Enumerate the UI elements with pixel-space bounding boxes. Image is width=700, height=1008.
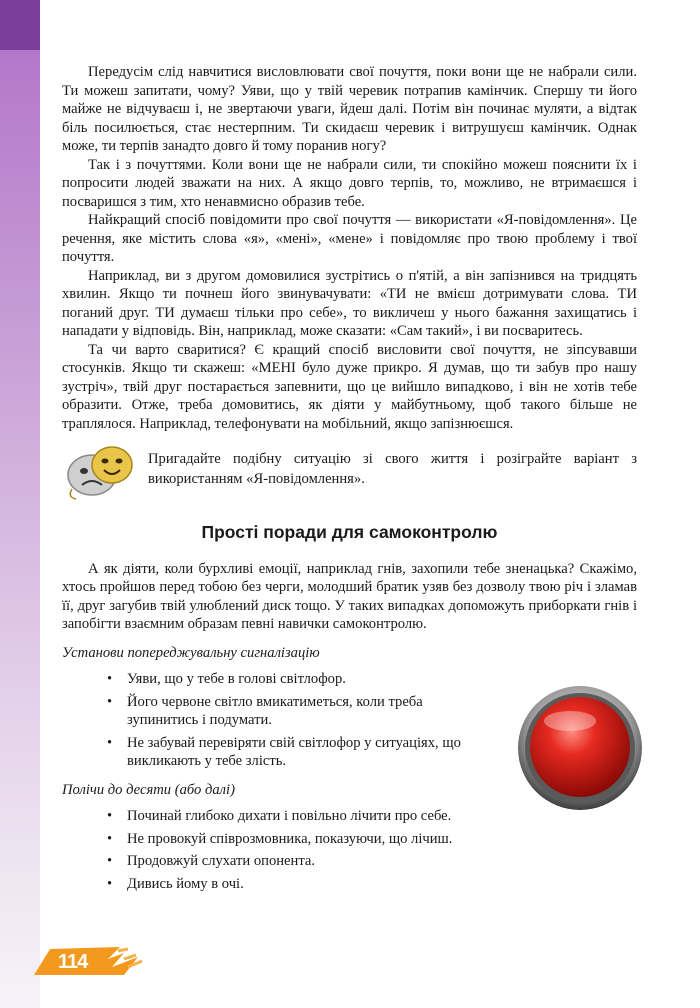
bullet-glyph: •: [107, 853, 113, 869]
list-item: • Починай глибоко дихати і повільно лічити про себе.: [107, 808, 452, 824]
list-item: • Не забувай перевіряти свій світлофор у ситуаціях, що викликають у тебе злість.: [107, 734, 461, 769]
list-item: • Уяви, що у тебе в голові світлофор.: [107, 671, 346, 687]
bullet-glyph: •: [107, 830, 113, 847]
paragraph-2: Так і з почуттями. Коли вони ще не набрали сили, ти спокійно можеш пояснити їх і попросити людей зважати на них. А якщо довго терпів, то, можливо, не втримаєшся і посваришся з тим, хто ненавмисно образив тебе.: [62, 156, 637, 210]
bullet-glyph: •: [107, 693, 113, 710]
task-text: Пригадайте подібну ситуацію зі свого життя і розіграйте варіант з використанням «Я-повідомлення».: [148, 451, 637, 487]
paragraph-4: Наприклад, ви з другом домовилися зустрітись о п'ятій, а він запізнився на тридцять хвилин. Якщо ти почнеш його звинувачувати: «ТИ не вмієш дотримувати слова. ТИ поганий друг. ТИ думаєш тільки про себе», то викличеш у нього бажання захищатись і нападати у відповідь. Він, наприклад, може сказати: «Сам такий», і ви посваритесь.: [62, 267, 637, 339]
list-item: • Його червоне світло вмикатиметься, коли треба зупинитись і подумати.: [107, 693, 423, 728]
bullet-glyph: •: [107, 875, 113, 892]
side-decoration-strip: [0, 0, 40, 1008]
bullet-glyph: •: [107, 734, 113, 751]
bullet-glyph: •: [107, 671, 113, 687]
paragraph-3: Найкращий спосіб повідомити про свої почуття — використати «Я-повідомлення». Це речення, яке містить слова «я», «мені», «мене» і повідомляє про твою проблему і твої почуття.: [62, 212, 637, 265]
paragraph-5: Та чи варто сваритися? Є кращий спосіб висловити свої почуття, не зіпсувавши стосунків. Якщо ти скажеш: «МЕНІ було дуже прикро. Я думав, що ти забув про нашу зустріч», твій друг постарається запевнити, що це вийшло випадково, і він не хотів тебе образити. Отже, треба домовитись, як діяти у майбутньому, щоб такого більше не траплялося. Наприклад, телефонувати на мобільний, якщо запізнюєшся.: [62, 341, 637, 432]
section-intro: А як діяти, коли бурхливі емоції, наприклад гнів, захопили тебе зненацька? Скажімо, хтось пройшов перед тобою без черги, молодший братик узяв без дозволу твою річ і зламав її, друг загубив твій улюблений диск тощо. У таких випадках допоможуть приборкати гнів і запобігти взаємним образам певні навички самоконтролю.: [62, 560, 637, 632]
red-button-image: [515, 683, 645, 813]
list-warning-signal: [62, 670, 487, 771]
page-number: 114: [58, 951, 88, 973]
page-number-badge: [28, 945, 148, 981]
list-item: • Не провокуй співрозмовника, показуючи, що лічиш.: [107, 830, 453, 847]
list-item: • Дивись йому в очі.: [107, 875, 244, 892]
theatre-masks-icon: [62, 439, 137, 501]
list-count-to-ten: [62, 807, 637, 893]
side-decoration-block: [0, 0, 40, 50]
list-item: • Продовжуй слухати опонента.: [107, 853, 316, 869]
task-block: [62, 439, 637, 503]
subhead-count-to-ten: Полічи до десяти (або далі): [62, 781, 235, 798]
subhead-warning-signal: Установи попереджувальну сигналізацію: [62, 644, 320, 661]
section-title: Прості поради для самоконтролю: [201, 522, 498, 542]
bullet-glyph: •: [107, 808, 113, 824]
paragraph-1: Передусім слід навчитися висловлювати свої почуття, поки вони ще не набрали сили. Ти можеш запитати, чому? Уяви, що у твій черевик потрапив камінчик. Спершу ти його майже не відчуваєш і, не звертаючи уваги, йдеш далі. Потім він починає муляти, а відтак біль посилюється, стає нестерпним. Ти скидаєш черевик і витрушуєш камінчик. Однак може, ти терпів занадто довго й тому поранив ногу?: [62, 64, 637, 154]
